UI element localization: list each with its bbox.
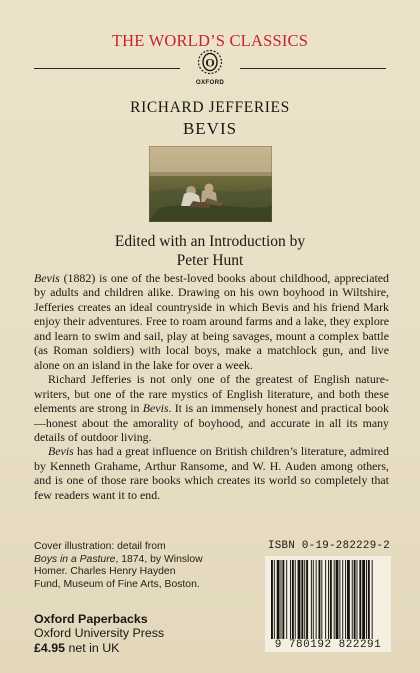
blurb-paragraph	[34, 444, 389, 502]
barcode-bar	[325, 560, 326, 640]
painting-title: Boys in a Pasture	[34, 553, 116, 565]
isbn: ISBN 0-19-282229-2	[268, 540, 391, 552]
price-suffix: net in UK	[65, 640, 120, 655]
blurb-paragraph	[34, 372, 389, 444]
barcode-bar	[301, 560, 303, 640]
barcode-bar	[316, 560, 317, 640]
barcode-bar	[354, 560, 356, 640]
barcode-bar	[321, 560, 322, 640]
barcode-bar	[342, 560, 343, 640]
publisher-name: Oxford University Press	[34, 626, 165, 641]
editor-name: Peter Hunt	[176, 252, 244, 269]
barcode-bar	[368, 560, 370, 640]
blurb-text: (1882) is one of the best-loved books about childhood, appreciated by adults and children alike. Drawing on his own boyhood in Wiltshire, Jefferies creates an ideal countryside in which Bevis and his friend Mark enjoy their adventures. Free to roam around farms and a lake, they explore and learn to swim and sail, play at being savages, mount a complex battle (as Roman soldiers) with local boys, make a matchlock gun, and live alone on an island in the lake for over a week.	[34, 271, 389, 372]
logo-monogram: O	[205, 55, 215, 70]
barcode-digits: 9 780192 822291	[265, 639, 391, 652]
barcode-bar	[271, 560, 273, 640]
barcode-bar	[330, 560, 332, 640]
barcode-bar	[286, 560, 287, 640]
blurb-paragraph	[34, 271, 389, 372]
book-title-inline: Bevis	[142, 401, 169, 416]
barcode-bar	[366, 560, 367, 640]
barcode	[265, 556, 391, 652]
cover-illustration-credit	[34, 541, 204, 591]
barcode-bar	[274, 560, 275, 640]
barcode-bar	[306, 560, 308, 640]
header-rule-right	[240, 68, 386, 69]
imprint-series: Oxford Paperbacks	[34, 612, 148, 626]
barcode-bar	[295, 560, 296, 640]
barcode-bar	[313, 560, 314, 640]
publisher-imprint	[34, 612, 214, 655]
barcode-bar	[339, 560, 340, 640]
barcode-bar	[359, 560, 361, 640]
edited-by-label: Edited with an Introduction by	[114, 233, 306, 250]
author-name: RICHARD JEFFERIES	[130, 99, 290, 116]
book-title-inline: Bevis	[48, 444, 74, 459]
credit-rest: , 1874, by Winslow Homer. Charles Henry Hayden Fund, Museum of Fine Arts, Boston.	[34, 553, 203, 590]
barcode-bar	[328, 560, 329, 640]
book-title: BEVIS	[182, 119, 238, 138]
barcode-bar	[282, 560, 284, 640]
blurb-text: Richard Jefferies is not only one of the greatest of English nature-writers, but one of the rare mystics of English literature, and both these elements are strong in	[34, 372, 389, 416]
barcode-bar	[352, 560, 353, 640]
price: £4.95	[34, 640, 66, 655]
barcode-bar	[336, 560, 339, 640]
barcode-bar	[304, 560, 305, 640]
barcode-bar	[311, 560, 312, 640]
price-line	[34, 641, 214, 655]
book-title-inline: Bevis	[34, 271, 60, 285]
barcode-bar	[319, 560, 321, 640]
blurb-text: . It is an immensely honest and practical book—honest about the amorality of boyhood, and accurate in all its many details of outdoor living.	[34, 401, 389, 444]
blurb-text: has had a great influence on British children’s literature, admired by Kenneth Grahame, Arthur Ransome, and W. H. Auden among others, and is one of those rare books which creates its world so completely that few readers want it to end.	[34, 444, 389, 502]
blurb	[34, 271, 389, 502]
header-rule-left	[34, 68, 180, 69]
barcode-bar	[290, 560, 291, 640]
barcode-bar	[347, 560, 350, 640]
barcode-bar	[345, 560, 346, 640]
edition-credit	[0, 232, 420, 270]
barcode-bar	[357, 560, 358, 640]
logo-text: OXFORD	[195, 79, 225, 86]
barcode-bar	[362, 560, 365, 640]
cover-painting	[149, 146, 272, 222]
barcode-bars	[265, 556, 391, 642]
barcode-bar	[298, 560, 301, 640]
barcode-bar	[372, 560, 373, 640]
barcode-bar	[334, 560, 335, 640]
credit-lead: Cover illustration: detail from	[34, 541, 166, 552]
oxford-logo-icon	[191, 47, 229, 87]
barcode-bar	[281, 560, 282, 640]
barcode-bar	[277, 560, 280, 640]
barcode-bar	[292, 560, 294, 640]
series-title: THE WORLD’S CLASSICS	[111, 31, 309, 50]
